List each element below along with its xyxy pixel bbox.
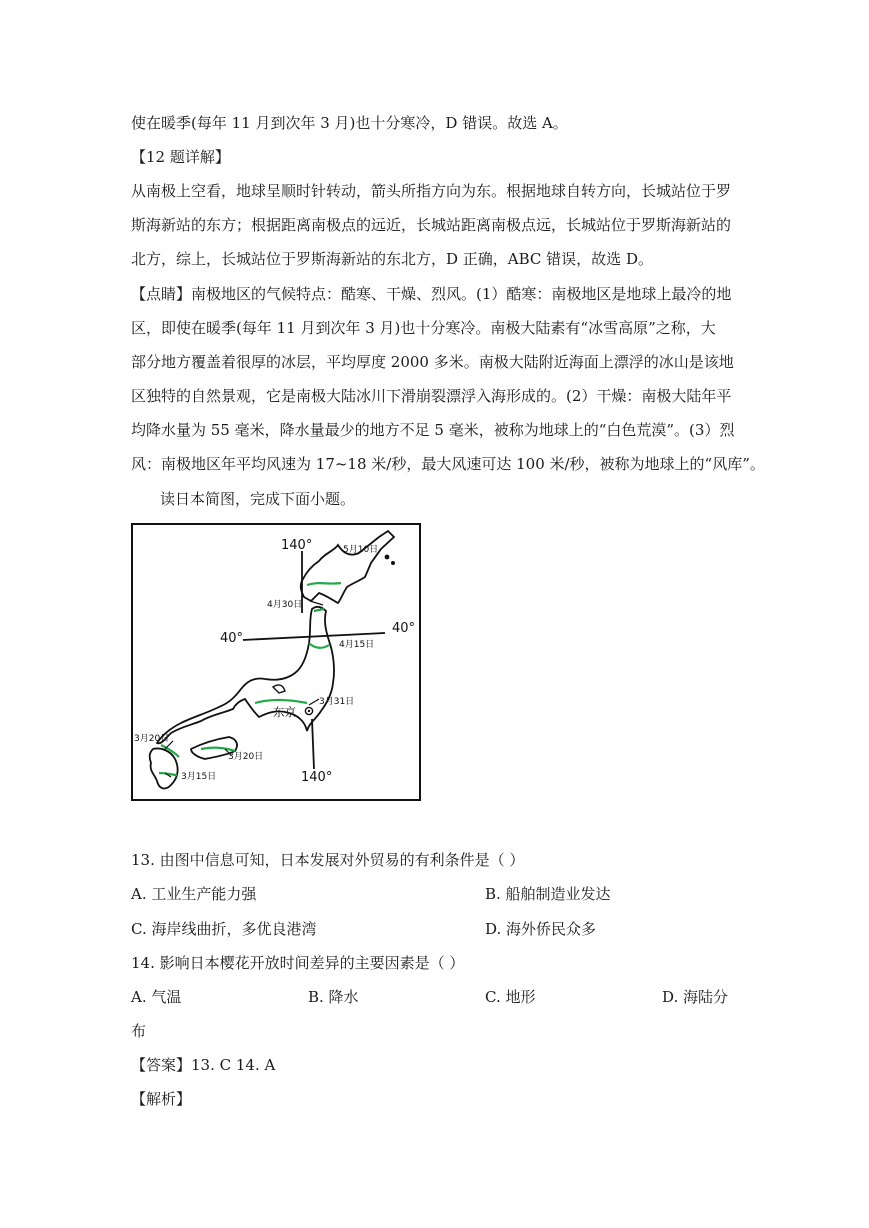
text-line: 区独特的自然景观，它是南极大陆冰川下滑崩裂漂浮入海形成的。(2）干燥：南极大陆年平 [131, 387, 732, 405]
answer-line: 【答案】13. C 14. A [131, 1056, 276, 1074]
text-line: 【点睛】南极地区的气候特点：酷寒、干燥、烈风。(1）酷寒：南极地区是地球上最冷的地 [131, 285, 732, 303]
q13-option-d: D. 海外侨民众多 [485, 920, 597, 938]
q13-option-c: C. 海岸线曲折，多优良港湾 [131, 920, 317, 938]
date-label: 3月31日 [319, 697, 355, 707]
text-line: 斯海新站的东方；根据距离南极点的远近，长城站距离南极点远，长城站位于罗斯海新站的 [131, 216, 732, 234]
q14-option-d-wrap: 布 [131, 1022, 147, 1040]
lat-label-right: 40° [392, 621, 416, 636]
map-intro: 读日本简图，完成下面小题。 [160, 490, 356, 508]
q13-option-b: B. 船舶制造业发达 [485, 885, 611, 903]
text-line: 北方，综上，长城站位于罗斯海新站的东北方，D 正确，ABC 错误，故选 D。 [131, 250, 653, 268]
question-13-stem: 13. 由图中信息可知，日本发展对外贸易的有利条件是（ ） [131, 851, 525, 869]
date-label: 3月20日 [134, 734, 170, 744]
text-line: 部分地方覆盖着很厚的冰层，平均厚度 2000 多米。南极大陆附近海面上漂浮的冰山是该地 [131, 353, 734, 371]
city-label-tokyo: 东京 [273, 705, 296, 719]
q13-option-a: A. 工业生产能力强 [131, 885, 257, 903]
lon-label-bottom: 140° [301, 770, 333, 785]
date-label: 4月15日 [339, 640, 375, 650]
analysis-heading: 【解析】 [131, 1090, 192, 1108]
lon-label-top: 140° [281, 538, 313, 553]
lat-label-left: 40° [220, 631, 244, 646]
text-line: 从南极上空看，地球呈顺时针转动，箭头所指方向为东。根据地球自转方向，长城站位于罗 [131, 182, 732, 200]
section-heading: 【12 题详解】 [131, 148, 230, 166]
q14-option-b: B. 降水 [308, 988, 359, 1006]
japan-map [131, 523, 421, 801]
text-line: 区，即使在暖季(每年 11 月到次年 3 月)也十分寒冷。南极大陆素有“冰雪高原”之称，大 [131, 319, 716, 337]
text-line: 均降水量为 55 毫米，降水量最少的地方不足 5 毫米，被称为地球上的“白色荒漠”。(3）烈 [131, 421, 735, 439]
date-label: 3月15日 [181, 772, 217, 782]
date-label: 4月30日 [267, 600, 303, 610]
q14-option-d: D. 海陆分 [662, 988, 729, 1006]
q14-option-c: C. 地形 [485, 988, 536, 1006]
date-label: 3月20日 [228, 752, 264, 762]
question-14-stem: 14. 影响日本樱花开放时间差异的主要因素是（ ） [131, 954, 465, 972]
text-line: 使在暖季(每年 11 月到次年 3 月)也十分寒冷，D 错误。故选 A。 [131, 114, 568, 132]
date-label: 5月10日 [343, 545, 379, 555]
q14-option-a: A. 气温 [131, 988, 182, 1006]
text-line: 风：南极地区年平均风速为 17~18 米/秒，最大风速可达 100 米/秒，被称为地球上的“风库”。 [131, 455, 765, 473]
